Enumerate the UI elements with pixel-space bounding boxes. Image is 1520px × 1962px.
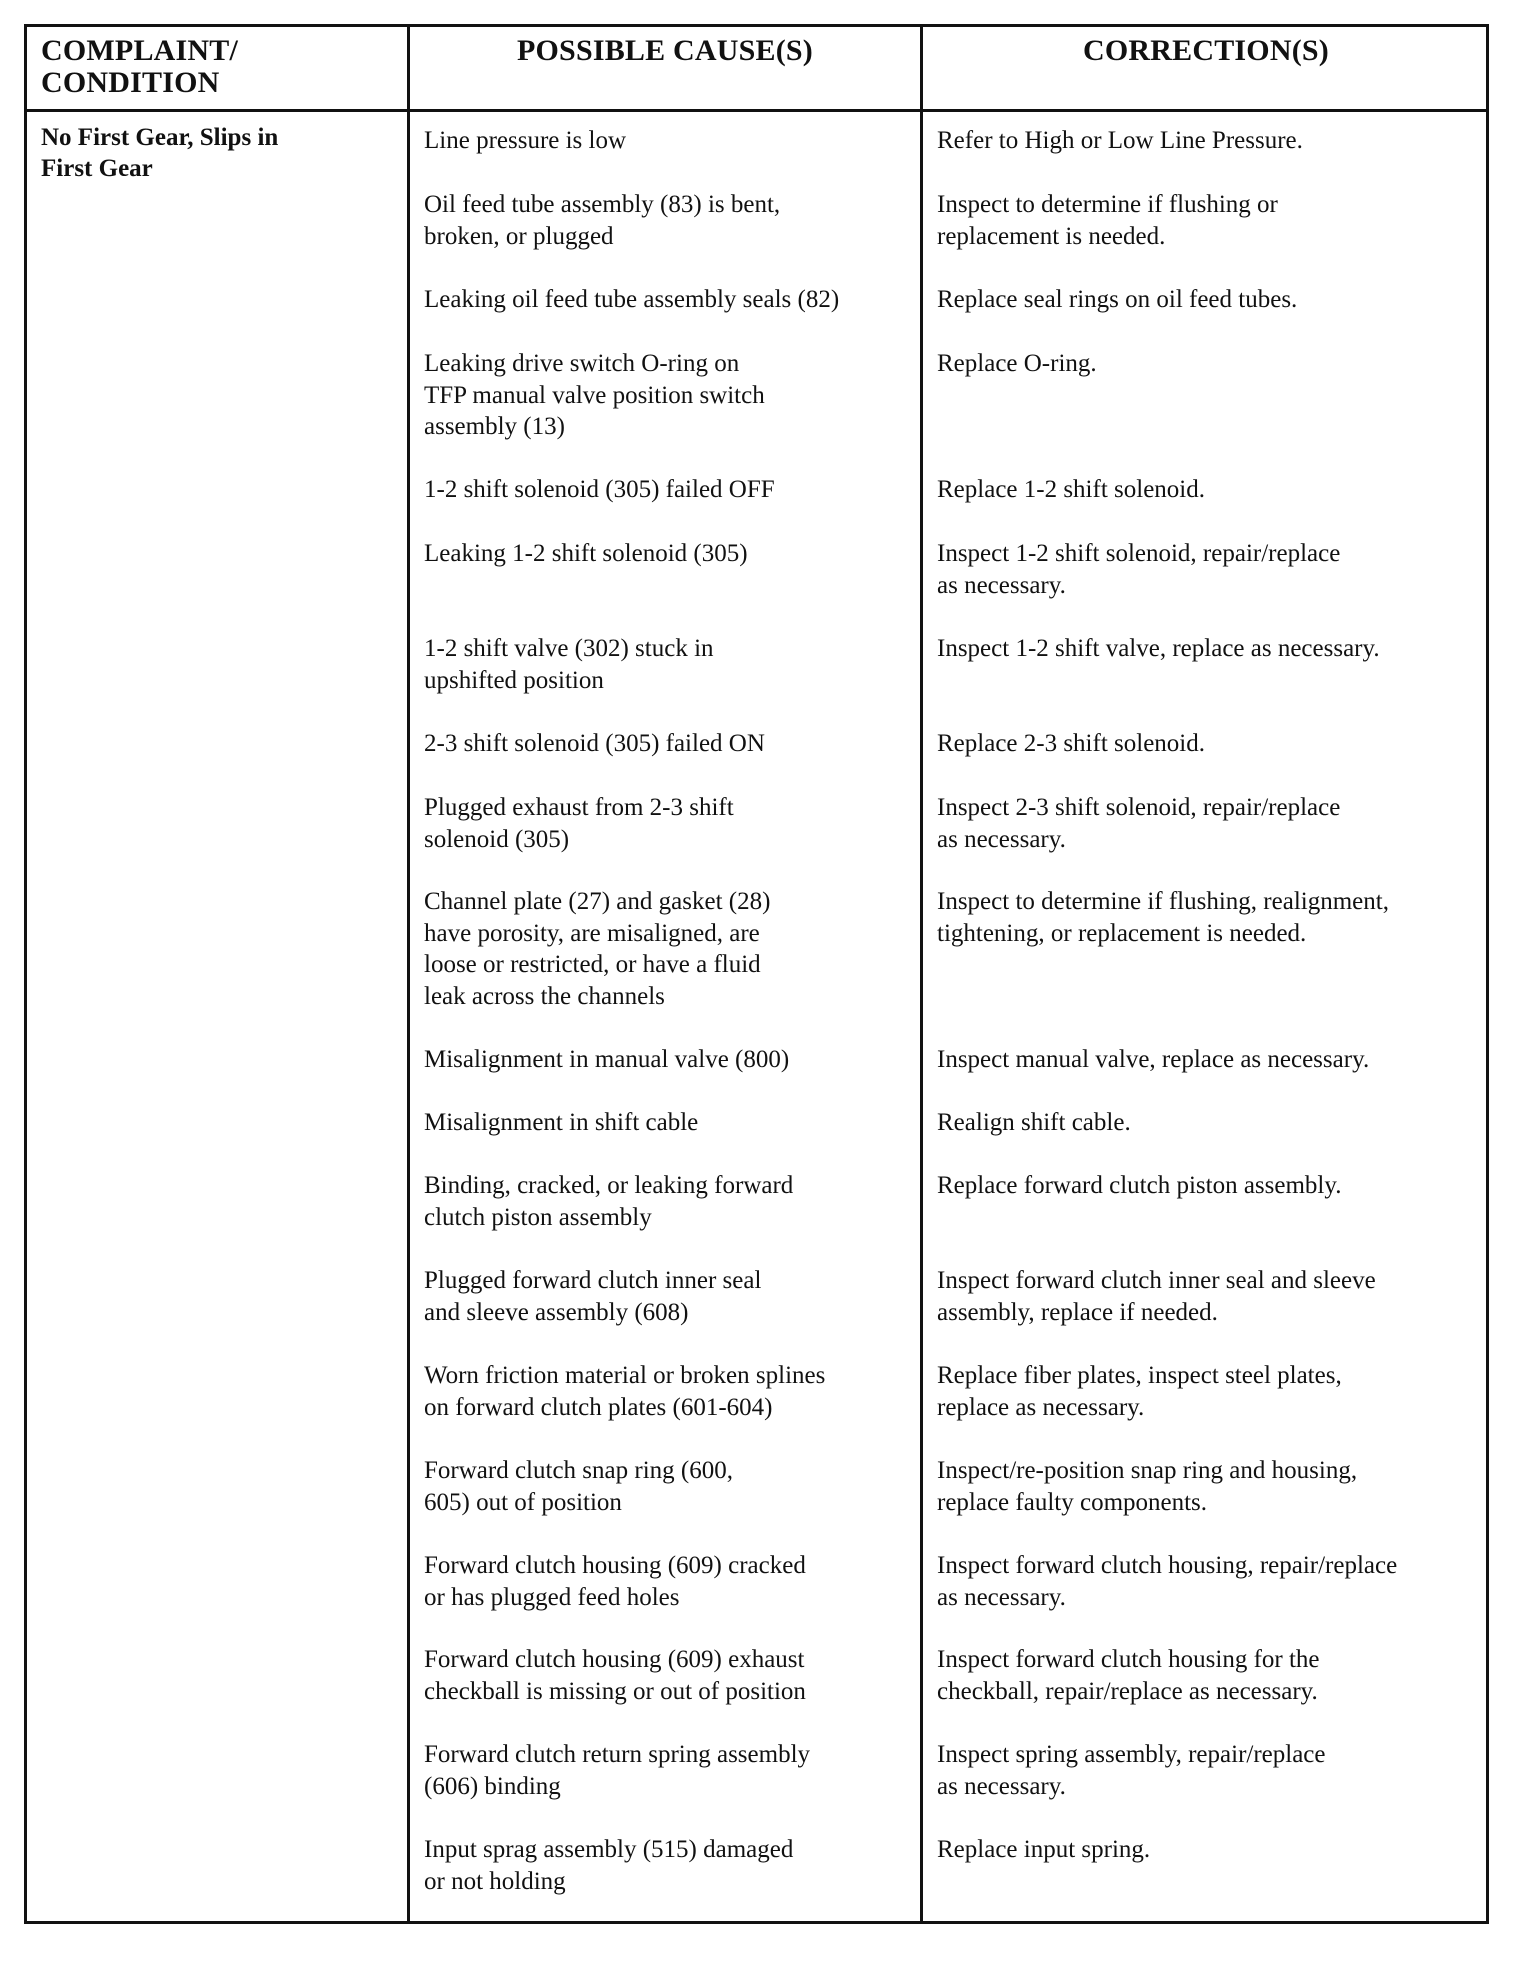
correction-cell: Inspect manual valve, replace as necessary. bbox=[937, 1046, 1370, 1073]
correction-cell: Inspect forward clutch inner seal and sleeve assembly, replace if needed. bbox=[937, 1267, 1376, 1326]
cause-cell: Leaking oil feed tube assembly seals (82) bbox=[424, 286, 840, 313]
cause-cell: Forward clutch housing (609) cracked or has plugged feed holes bbox=[424, 1552, 806, 1611]
correction-cell: Inspect forward clutch housing, repair/replace as necessary. bbox=[937, 1552, 1398, 1611]
cause-cell: Input sprag assembly (515) damaged or not holding bbox=[424, 1836, 794, 1895]
cause-cell: Line pressure is low bbox=[424, 127, 627, 154]
cause-cell: Channel plate (27) and gasket (28) have porosity, are misaligned, are loose or restricted, or have a fluid leak across the channels bbox=[424, 888, 771, 1010]
correction-cell: Inspect 2-3 shift solenoid, repair/replace as necessary. bbox=[937, 794, 1341, 853]
complaint-condition: No First Gear, Slips in First Gear bbox=[41, 124, 279, 182]
correction-cell: Replace seal rings on oil feed tubes. bbox=[937, 286, 1298, 313]
header-divider bbox=[27, 109, 1486, 112]
correction-cell: Replace O-ring. bbox=[937, 350, 1097, 377]
correction-cell: Replace fiber plates, inspect steel plates, replace as necessary. bbox=[937, 1362, 1342, 1421]
correction-cell: Inspect 1-2 shift valve, replace as necessary. bbox=[937, 635, 1380, 662]
correction-cell: Replace forward clutch piston assembly. bbox=[937, 1172, 1342, 1199]
cause-cell: 2-3 shift solenoid (305) failed ON bbox=[424, 730, 765, 757]
cause-cell: Forward clutch snap ring (600, 605) out of position bbox=[424, 1457, 733, 1516]
cause-cell: Plugged forward clutch inner seal and sleeve assembly (608) bbox=[424, 1267, 762, 1326]
cause-cell: Binding, cracked, or leaking forward clutch piston assembly bbox=[424, 1172, 794, 1231]
cause-cell: Plugged exhaust from 2-3 shift solenoid (305) bbox=[424, 794, 734, 853]
cause-cell: Misalignment in shift cable bbox=[424, 1109, 699, 1136]
correction-cell: Replace 2-3 shift solenoid. bbox=[937, 730, 1205, 757]
correction-cell: Inspect/re-position snap ring and housing, replace faulty components. bbox=[937, 1457, 1358, 1516]
header-complaint: COMPLAINT/ CONDITION bbox=[41, 34, 238, 99]
correction-cell: Refer to High or Low Line Pressure. bbox=[937, 127, 1303, 154]
cause-cell: Leaking 1-2 shift solenoid (305) bbox=[424, 540, 748, 567]
header-corrections: CORRECTION(S) bbox=[1083, 34, 1329, 67]
correction-cell: Inspect forward clutch housing for the checkball, repair/replace as necessary. bbox=[937, 1646, 1320, 1705]
troubleshooting-table bbox=[24, 24, 1489, 1924]
cause-cell: 1-2 shift solenoid (305) failed OFF bbox=[424, 476, 775, 503]
header-possible-causes: POSSIBLE CAUSE(S) bbox=[517, 34, 813, 67]
correction-cell: Inspect to determine if flushing or replacement is needed. bbox=[937, 191, 1278, 250]
column-divider-1 bbox=[407, 27, 410, 1921]
correction-cell: Inspect to determine if flushing, realignment, tightening, or replacement is needed. bbox=[937, 888, 1389, 947]
correction-cell: Replace input spring. bbox=[937, 1836, 1151, 1863]
correction-cell: Replace 1-2 shift solenoid. bbox=[937, 476, 1205, 503]
cause-cell: Misalignment in manual valve (800) bbox=[424, 1046, 790, 1073]
cause-cell: Oil feed tube assembly (83) is bent, broken, or plugged bbox=[424, 191, 781, 250]
cause-cell: 1-2 shift valve (302) stuck in upshifted position bbox=[424, 635, 714, 694]
correction-cell: Inspect spring assembly, repair/replace as necessary. bbox=[937, 1741, 1326, 1800]
correction-cell: Inspect 1-2 shift solenoid, repair/replace as necessary. bbox=[937, 540, 1341, 599]
column-divider-2 bbox=[920, 27, 923, 1921]
cause-cell: Worn friction material or broken splines on forward clutch plates (601-604) bbox=[424, 1362, 826, 1421]
cause-cell: Leaking drive switch O-ring on TFP manual valve position switch assembly (13) bbox=[424, 350, 765, 440]
cause-cell: Forward clutch housing (609) exhaust checkball is missing or out of position bbox=[424, 1646, 806, 1705]
cause-cell: Forward clutch return spring assembly (606) binding bbox=[424, 1741, 811, 1800]
correction-cell: Realign shift cable. bbox=[937, 1109, 1131, 1136]
